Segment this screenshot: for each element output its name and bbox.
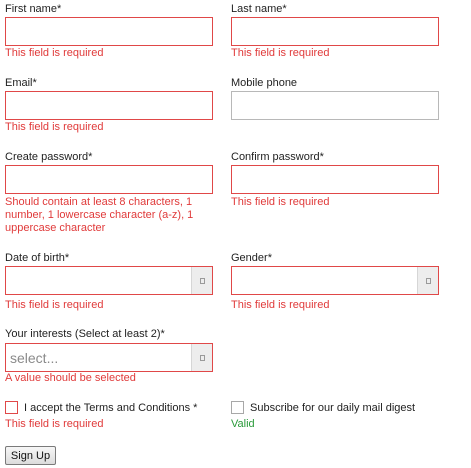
interests-error: A value should be selected <box>5 372 136 384</box>
interests-select[interactable] <box>5 343 213 372</box>
date-of-birth-input[interactable] <box>6 267 192 294</box>
confirm-password-field-box <box>231 165 439 194</box>
interests-label: Your interests (Select at least 2)* <box>5 328 165 340</box>
subscribe-label[interactable]: Subscribe for our daily mail digest <box>250 402 416 414</box>
first-name-field-box <box>5 17 213 46</box>
gender-field-box <box>231 266 439 295</box>
gender-error: This field is required <box>231 299 330 311</box>
email-field-box <box>5 91 213 120</box>
interests-trigger[interactable] <box>191 344 212 371</box>
subscribe-valid-status: Valid <box>231 418 255 430</box>
first-name-error: This field is required <box>5 47 104 59</box>
confirm-password-input[interactable] <box>232 166 438 193</box>
terms-error: This field is required <box>5 418 104 430</box>
last-name-error: This field is required <box>231 47 330 59</box>
last-name-field-box <box>231 17 439 46</box>
calendar-icon <box>200 278 205 284</box>
confirm-password-error: This field is required <box>231 196 330 208</box>
dropdown-icon <box>200 355 205 361</box>
mobile-phone-input[interactable] <box>232 92 438 119</box>
mobile-phone-label: Mobile phone <box>231 77 298 89</box>
email-error: This field is required <box>5 121 104 133</box>
gender-input[interactable] <box>232 267 418 294</box>
create-password-input[interactable] <box>6 166 212 193</box>
email-input[interactable] <box>6 92 212 119</box>
mobile-phone-field-box <box>231 91 439 120</box>
terms-label[interactable]: I accept the Terms and Conditions * <box>24 402 198 414</box>
sign-up-button[interactable]: Sign Up <box>5 446 56 465</box>
create-password-error-line: Should contain at least 8 characters, 1 <box>5 196 193 208</box>
first-name-input[interactable] <box>6 18 212 45</box>
gender-label: Gender* <box>231 252 272 264</box>
first-name-label: First name* <box>5 3 62 15</box>
last-name-label: Last name* <box>231 3 287 15</box>
confirm-password-label: Confirm password* <box>231 151 324 163</box>
terms-checkbox[interactable] <box>5 401 18 414</box>
date-of-birth-field-box <box>5 266 213 295</box>
create-password-label: Create password* <box>5 151 93 163</box>
dropdown-icon <box>426 278 431 284</box>
interests-placeholder: select... <box>10 350 59 366</box>
date-of-birth-trigger[interactable] <box>191 267 212 294</box>
email-label: Email* <box>5 77 37 89</box>
date-of-birth-label: Date of birth* <box>5 252 70 264</box>
gender-trigger[interactable] <box>417 267 438 294</box>
date-of-birth-error: This field is required <box>5 299 104 311</box>
create-password-field-box <box>5 165 213 194</box>
subscribe-checkbox[interactable] <box>231 401 244 414</box>
create-password-error <box>5 196 220 235</box>
create-password-error-line: number, 1 lowercase character (a-z), 1 <box>5 209 194 221</box>
create-password-error-line: uppercase character <box>5 222 106 234</box>
last-name-input[interactable] <box>232 18 438 45</box>
